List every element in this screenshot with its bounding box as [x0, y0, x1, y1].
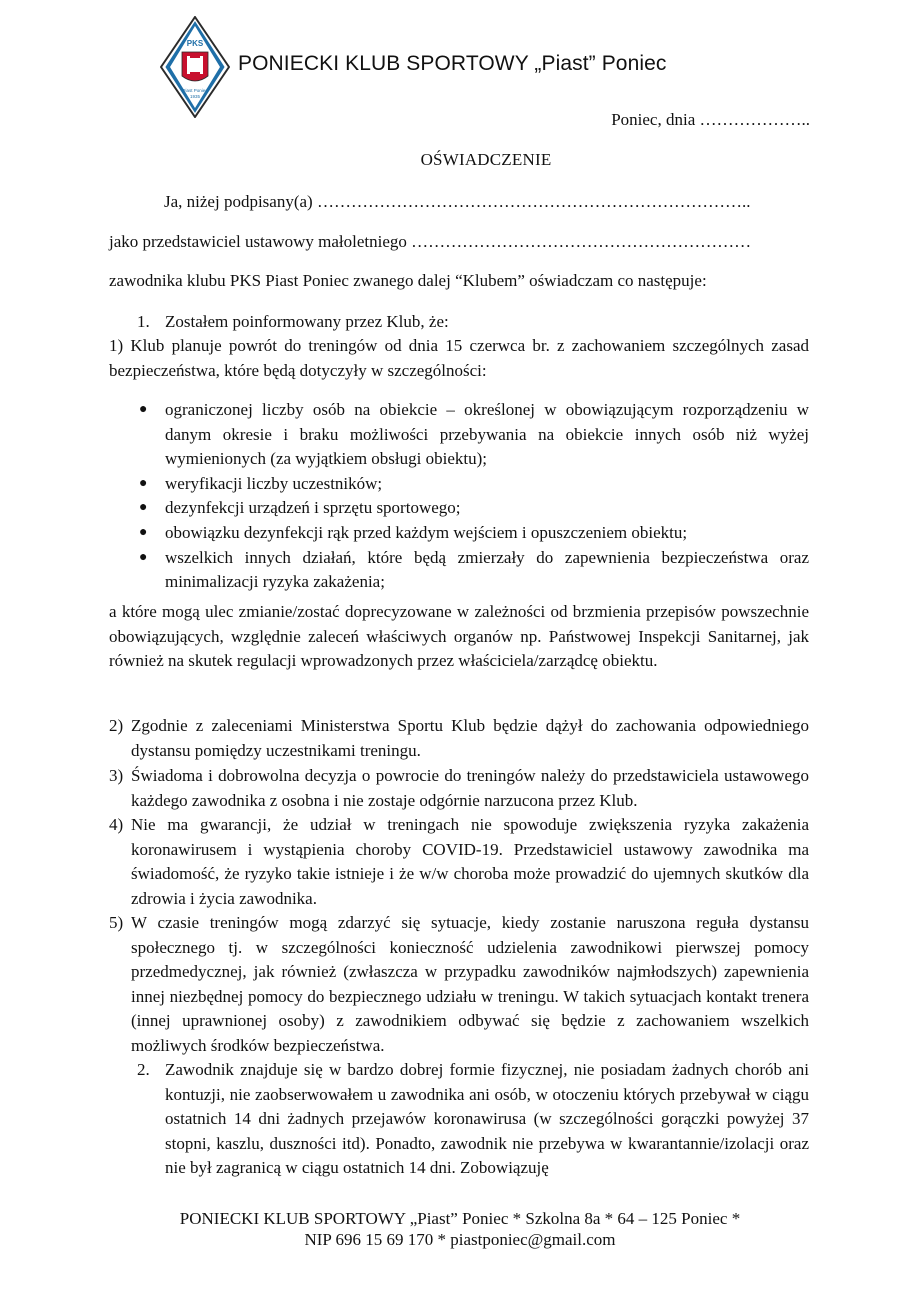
date-line: Poniec, dnia ……………….. — [611, 110, 810, 129]
player-line: zawodnika klubu PKS Piast Poniec zwanego dalej “Klubem” oświadczam co następuje: — [109, 271, 707, 290]
subpoint-text: W czasie treningów mogą zdarzyć się sytuacje, kiedy zostanie naruszona reguła dystansu społecznego tj. w szczególności konieczność udzielenia zawodnikowi pierwszej pomocy przedmedycznej, jak również (zwłaszcza w przypadku zawodników najmłodszych) zapewnienia innej niezbędnej pomocy do bezpiecznego udziału w treningu. W takich sytuacjach kontakt trenera (innej uprawnionej osoby) z zawodnikiem odbywać się będzie z zachowaniem wszelkich możliwych środków bezpieczeństwa. — [131, 913, 809, 1055]
bullet-icon: ● — [139, 500, 148, 516]
subpoint-number: 2) — [109, 716, 124, 735]
logo-bottom-text: Piast Poniec — [182, 88, 208, 93]
bullet-item — [109, 521, 809, 546]
subpoint-5 — [109, 911, 809, 1059]
footer-contact: NIP 696 15 69 170 * piastponiec@gmail.com — [304, 1230, 616, 1249]
bullet-item — [109, 398, 809, 472]
bullet-icon: ● — [139, 549, 148, 565]
subpoint-2 — [109, 714, 809, 763]
intro-block — [109, 190, 809, 215]
subpoint-text: Zgodnie z zaleceniami Ministerstwa Sportu Klub będzie dążył do zachowania odpowiedniego dystansu pomiędzy uczestnikami treningu. — [131, 716, 809, 760]
bullet-item — [109, 546, 809, 595]
after-bullets-paragraph: a które mogą ulec zmianie/zostać doprecyzowane w zależności od brzmienia przepisów powszechnie obowiązujących, względnie zaleceń właściwych organów np. Państwowej Inspekcji Sanitarnej, jak również na skutek regulacji wprowadzonych przez właściciela/zarządcę obiektu. — [109, 602, 809, 671]
player-block — [109, 269, 809, 294]
subpoint-4 — [109, 813, 809, 911]
bullet-icon: ● — [139, 475, 148, 491]
item-1-text: Zostałem poinformowany przez Klub, że: — [165, 312, 449, 331]
bullet-text: dezynfekcji urządzeń i sprzętu sportowego; — [165, 498, 461, 518]
bullet-icon: ● — [139, 402, 148, 417]
subpoint-text: Nie ma gwarancji, że udział w treningach nie spowoduje zwiększenia ryzyka zakażenia koronawirusem i wystąpienia choroby COVID-19. Przedstawiciel ustawowy zawodnika ma świadomość, że ryzyko takie istnieje i że w/w choroba może prowadzić do ujemnych skutków dla zdrowia i życia zawodnika. — [131, 815, 809, 908]
subpoint-number: 3) — [109, 766, 124, 785]
signer-line: Ja, niżej podpisany(a) ………………………………………………………………….. — [164, 192, 751, 211]
logo-top-text: PKS — [186, 39, 204, 48]
bullet-list — [109, 398, 809, 595]
item-2-text: Zawodnik znajduje się w bardzo dobrej formie fizycznej, nie posiadam żadnych chorób ani kontuzji, nie zaobserwowałem u zawodnika ani osób, w otoczeniu których przebywał w ciągu ostatnich 14 dni żadnych przejawów koronawirusa (w szczególności gorączki powyżej 37 stopni, kaszlu, duszności itd). Ponadto, zawodnik nie przebywa w kwarantannie/izolacji oraz nie był zagranicą w ciągu ostatnich 14 dni. Zobowiązuję — [165, 1060, 809, 1178]
guardian-line: jako przedstawiciel ustawowy małoletniego …………………………………………………… — [109, 232, 752, 251]
club-logo — [160, 16, 230, 118]
footer-address: PONIECKI KLUB SPORTOWY „Piast” Poniec * Szkolna 8a * 64 – 125 Poniec * — [179, 1209, 741, 1228]
subpoint-text: Świadoma i dobrowolna decyzja o powrocie do treningów należy do przedstawiciela ustawowego każdego zawodnika z osobna i nie zostaje odgórnie narzucona przez Klub. — [131, 766, 809, 810]
bullet-text: wszelkich innych działań, które będą zmierzały do zapewnienia bezpieczeństwa oraz minimalizacji ryzyka zakażenia; — [165, 547, 809, 592]
subpoint-number: 5) — [109, 913, 124, 932]
bullet-text: obowiązku dezynfekcji rąk przed każdym wejściem i opuszczeniem obiektu; — [165, 522, 688, 542]
club-name-header: PONIECKI KLUB SPORTOWY „Piast” Poniec — [238, 52, 667, 75]
document-title: OŚWIADCZENIE — [420, 150, 552, 169]
guardian-block — [109, 230, 809, 255]
footer — [0, 1208, 920, 1250]
bullet-icon: ● — [139, 524, 148, 540]
bullet-item — [109, 496, 809, 521]
item-1-number: 1. — [137, 312, 150, 331]
subpoint-3 — [109, 764, 809, 813]
item-2 — [109, 1058, 809, 1181]
bullet-text: ograniczonej liczby osób na obiekcie – określonej w obowiązującym rozporządzeniu w danym okresie i braku możliwości przebywania na obiekcie innych osób niż wyżej wymienionych (za wyjątkiem obsługi obiektu); — [165, 400, 809, 469]
bullet-text: weryfikacji liczby uczestników; — [165, 473, 383, 493]
bullet-item — [109, 472, 809, 497]
subpoint-1: 1) Klub planuje powrót do treningów od dnia 15 czerwca br. z zachowaniem szczególnych zasad bezpieczeństwa, które będą dotyczyły w szczególności: — [109, 336, 809, 380]
subpoint-number: 4) — [109, 815, 124, 834]
item-2-number: 2. — [137, 1060, 150, 1079]
logo-year: 1935 — [189, 94, 201, 99]
